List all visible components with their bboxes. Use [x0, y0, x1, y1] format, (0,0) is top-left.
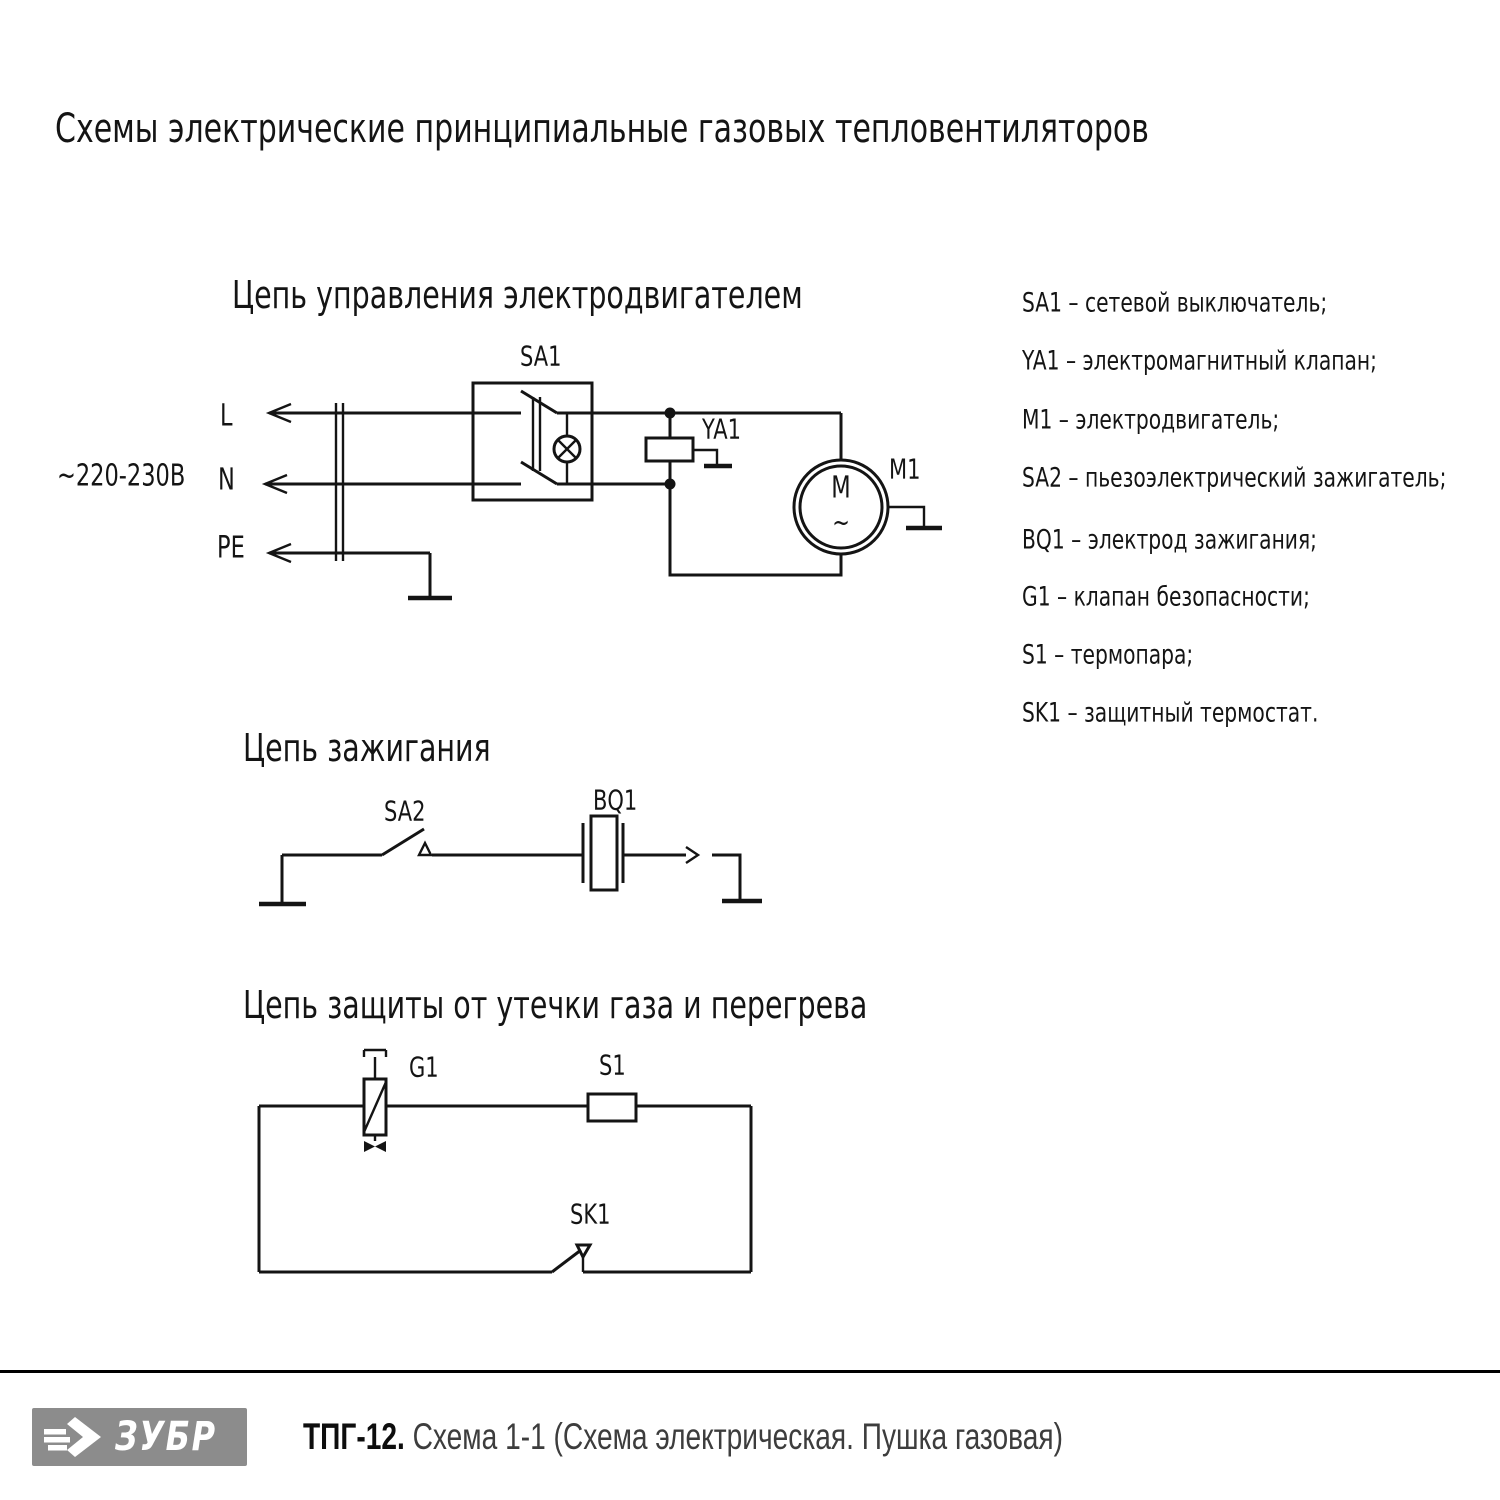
arrow-right-spark-icon	[686, 847, 698, 863]
valve-icon	[364, 1141, 375, 1152]
page-title: Схемы электрические принципиальные газовых тепловентиляторов	[55, 106, 1149, 152]
motor-ac-sign: ~	[832, 505, 850, 539]
label-SA2: SA2	[384, 794, 426, 828]
wire-ignition-right	[712, 855, 740, 900]
legend-item: SA2 – пьезоэлектрический зажигатель;	[1022, 462, 1447, 494]
manual-actuator-icon	[364, 1050, 386, 1079]
valve-YA1-coil	[646, 438, 693, 461]
ignition-title: Цепь зажигания	[243, 726, 491, 770]
label-G1: G1	[409, 1050, 439, 1084]
legend-item: G1 – клапан безопасности;	[1022, 581, 1310, 613]
thermostat-contact-icon	[577, 1245, 590, 1257]
plug-connector-icon	[336, 403, 343, 561]
legend-item: S1 – термопара;	[1022, 639, 1194, 671]
legend-item: YA1 – электромагнитный клапан;	[1022, 345, 1377, 377]
legend-item: SK1 – защитный термостат.	[1022, 697, 1319, 729]
safety-valve-G1-diagonal	[364, 1082, 386, 1132]
label-S1: S1	[599, 1048, 626, 1082]
motor-bottom-lead	[670, 484, 841, 575]
zubr-logo	[32, 1408, 247, 1466]
thermostat-SK1-blade	[552, 1250, 581, 1272]
label-BQ1: BQ1	[593, 783, 638, 817]
model-number: ТПГ-12.	[303, 1416, 405, 1457]
ignition-circuit-drawing	[259, 816, 762, 904]
piezo-actuator-icon	[419, 843, 431, 855]
terminal-N-label: N	[218, 462, 235, 498]
motor-ground-lead	[888, 507, 924, 527]
footer-divider	[0, 1370, 1500, 1373]
zubr-logo-icon	[44, 1414, 106, 1460]
scheme-caption: Схема 1-1 (Схема электрическая. Пушка газовая)	[412, 1416, 1063, 1457]
switch-mechanical-link	[533, 397, 540, 471]
label-YA1: YA1	[702, 412, 741, 446]
label-SA1: SA1	[520, 339, 562, 373]
zubr-logo-text: ЗУБР	[115, 1414, 217, 1460]
label-M1: M1	[889, 452, 921, 486]
switch-SA2-blade	[382, 829, 424, 855]
motor-letter: M	[831, 470, 851, 506]
valve-icon	[375, 1141, 386, 1152]
legend-item: BQ1 – электрод зажигания;	[1022, 524, 1317, 556]
wire-ignition-left	[282, 855, 382, 904]
protection-title: Цепь защиты от утечки газа и перегрева	[243, 983, 868, 1027]
thermocouple-S1-body	[588, 1094, 636, 1121]
terminal-PE-label: PE	[217, 530, 245, 566]
valve-YA1-ground-lead	[693, 450, 717, 465]
footer-caption	[303, 1416, 1063, 1458]
legend-item: SA1 – сетевой выключатель;	[1022, 287, 1328, 319]
terminal-L-label: L	[220, 398, 233, 434]
voltage-label: ~220-230В	[57, 458, 186, 494]
electrode-BQ1-body	[591, 816, 617, 890]
legend-item: M1 – электродвигатель;	[1022, 404, 1280, 436]
protection-circuit-drawing	[259, 1050, 751, 1272]
indicator-lamp-cross	[558, 440, 576, 458]
label-SK1: SK1	[570, 1197, 611, 1231]
motor-control-title: Цепь управления электродвигателем	[232, 273, 803, 317]
